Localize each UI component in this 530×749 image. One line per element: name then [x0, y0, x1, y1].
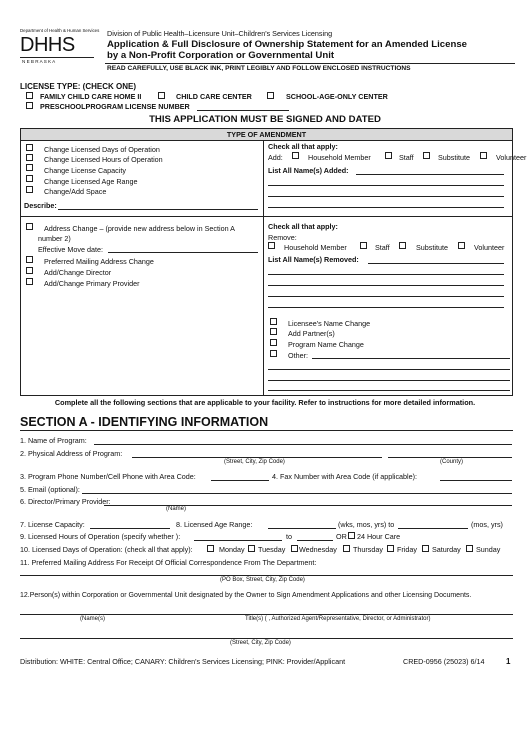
- section-a-rule: [20, 430, 513, 431]
- q12-address-line[interactable]: [20, 638, 513, 639]
- amend-checkbox-hours[interactable]: [26, 154, 33, 161]
- remove-option-volunteer: Volunteer: [474, 243, 505, 252]
- license-checkbox-center[interactable]: [158, 92, 165, 99]
- day-checkbox-monday[interactable]: [207, 545, 214, 552]
- remove-checkbox-volunteer[interactable]: [458, 242, 465, 249]
- add-checkbox-staff[interactable]: [385, 152, 392, 159]
- q8-end: (mos, yrs): [471, 520, 503, 529]
- removed-line-3[interactable]: [268, 285, 504, 286]
- address-change-line-2: number 2): [38, 234, 71, 243]
- distribution-note: Distribution: WHITE: Central Office; CANARY: Children's Services Licensing; PINK: Provider/Applicant: [20, 657, 346, 666]
- remove-option-substitute: Substitute: [416, 243, 448, 252]
- q9-or: OR: [336, 532, 347, 541]
- q7-line[interactable]: [90, 528, 170, 529]
- remove-option-staff: Staff: [375, 243, 390, 252]
- removed-line-5[interactable]: [268, 307, 504, 308]
- logo-rule: [20, 57, 94, 58]
- q8-mid: (wks, mos, yrs) to: [338, 520, 395, 529]
- removed-line-4[interactable]: [268, 296, 504, 297]
- removed-line-2[interactable]: [268, 274, 504, 275]
- amend-checkbox-provider[interactable]: [26, 278, 33, 285]
- remove-checkbox-staff[interactable]: [360, 242, 367, 249]
- q2-address-line[interactable]: [132, 457, 382, 458]
- form-number: CRED-0956 (25023) 6/14: [403, 657, 485, 666]
- q9-from-line[interactable]: [194, 540, 282, 541]
- remove-label: Remove:: [268, 233, 297, 242]
- header-rule: [105, 63, 515, 64]
- amend-option-provider: Add/Change Primary Provider: [44, 279, 140, 288]
- day-checkbox-saturday[interactable]: [422, 545, 429, 552]
- amend-option-program-name: Program Name Change: [288, 340, 364, 349]
- added-line-4[interactable]: [268, 207, 504, 208]
- q10-label: 10. Licensed Days of Operation: (check all that apply):: [20, 545, 193, 554]
- remove-checkbox-substitute[interactable]: [399, 242, 406, 249]
- add-label: Add:: [268, 153, 283, 162]
- amend-checkbox-licensee-name[interactable]: [270, 318, 277, 325]
- day-label-thursday: Thursday: [353, 545, 383, 554]
- removed-line-1[interactable]: [368, 263, 504, 264]
- list-added-label: List All Name(s) Added:: [268, 166, 349, 175]
- day-checkbox-friday[interactable]: [387, 545, 394, 552]
- q3-label: 3. Program Phone Number/Cell Phone with Area Code:: [20, 472, 196, 481]
- add-option-substitute: Substitute: [438, 153, 470, 162]
- describe-line-1[interactable]: [58, 209, 258, 210]
- license-checkbox-school-age[interactable]: [267, 92, 274, 99]
- q3-line[interactable]: [211, 480, 269, 481]
- day-label-friday: Friday: [397, 545, 417, 554]
- amend-option-capacity: Change License Capacity: [44, 166, 126, 175]
- logo-mark: DHHS: [20, 34, 75, 56]
- add-checkbox-household[interactable]: [292, 152, 299, 159]
- remove-option-household: Household Member: [284, 243, 347, 252]
- address-change-line-1: Address Change – (provide new address below in Section A: [44, 224, 235, 233]
- day-label-tuesday: Tuesday: [258, 545, 286, 554]
- q2-county-caption: (County): [440, 459, 464, 465]
- add-option-staff: Staff: [399, 153, 414, 162]
- q5-label: 5. Email (optional):: [20, 485, 80, 494]
- amend-right-separator: [263, 216, 512, 217]
- other-line-1[interactable]: [312, 358, 510, 359]
- effective-move-label: Effective Move date:: [38, 245, 103, 254]
- day-checkbox-thursday[interactable]: [343, 545, 350, 552]
- q8-from-line[interactable]: [268, 528, 336, 529]
- amend-checkbox-age-range[interactable]: [26, 175, 33, 182]
- amend-checkbox-mailing[interactable]: [26, 256, 33, 263]
- q12-names-line[interactable]: [20, 614, 513, 615]
- q11-caption: (PO Box, Street, City, Zip Code): [220, 577, 305, 583]
- add-option-household: Household Member: [308, 153, 371, 162]
- q5-line[interactable]: [82, 493, 512, 494]
- list-removed-label: List All Name(s) Removed:: [268, 255, 359, 264]
- q1-line[interactable]: [94, 444, 512, 445]
- complete-note: Complete all the following sections that are applicable to your facility. Refer to instructions for more detailed information.: [54, 398, 476, 407]
- other-line-4[interactable]: [268, 390, 510, 391]
- license-checkbox-preschool[interactable]: [26, 102, 33, 109]
- signature-notice: THIS APPLICATION MUST BE SIGNED AND DATED: [149, 114, 381, 125]
- amend-checkbox-director[interactable]: [26, 267, 33, 274]
- other-line-2[interactable]: [268, 369, 510, 370]
- license-type-heading: LICENSE TYPE: (CHECK ONE): [20, 82, 137, 91]
- q9-to: to: [286, 532, 292, 541]
- remove-checkbox-household[interactable]: [268, 242, 275, 249]
- dhhs-logo: [18, 28, 100, 68]
- day-label-saturday: Saturday: [432, 545, 461, 554]
- amend-option-hours: Change Licensed Hours of Operation: [44, 155, 163, 164]
- q12-address-caption: (Street, City, Zip Code): [230, 640, 291, 646]
- q4-line[interactable]: [440, 480, 512, 481]
- form-title-line-2: by a Non-Profit Corporation or Governmental Unit: [107, 50, 335, 61]
- amend-option-space: Change/Add Space: [44, 187, 107, 196]
- division-line: Division of Public Health–Licensure Unit–Children's Services Licensing: [107, 29, 333, 38]
- q9-to-line[interactable]: [297, 540, 333, 541]
- day-checkbox-tuesday[interactable]: [248, 545, 255, 552]
- q6-caption: (Name): [166, 506, 187, 512]
- q2-label: 2. Physical Address of Program:: [20, 449, 123, 458]
- amend-option-days: Change Licensed Days of Operation: [44, 145, 160, 154]
- effective-move-line[interactable]: [108, 252, 258, 253]
- q12-label: 12.Person(s) within Corporation or Governmental Unit designated by the Owner to Sign Amendment Applications and other Licensing Documents.: [20, 592, 472, 599]
- q2-county-line[interactable]: [388, 457, 512, 458]
- amendment-heading: TYPE OF AMENDMENT: [226, 130, 307, 139]
- logo-state: N E B R A S K A: [22, 59, 56, 64]
- amend-option-partner: Add Partner(s): [288, 329, 335, 338]
- amend-checkbox-partner[interactable]: [270, 328, 277, 335]
- page-number: 1: [506, 657, 511, 666]
- q8-to-line[interactable]: [398, 528, 468, 529]
- license-option-school-age: SCHOOL-AGE-ONLY CENTER: [286, 92, 388, 101]
- license-option-preschool: PRESCHOOLPROGRAM LICENSE NUMBER: [40, 102, 190, 111]
- q12-names-caption: (Name(s): [80, 616, 105, 622]
- amend-checkbox-other[interactable]: [270, 350, 277, 357]
- day-label-monday: Monday: [219, 545, 245, 554]
- add-checkbox-volunteer[interactable]: [480, 152, 487, 159]
- q9-24-hour-checkbox[interactable]: [348, 532, 355, 539]
- day-checkbox-sunday[interactable]: [466, 545, 473, 552]
- added-line-2[interactable]: [268, 185, 504, 186]
- license-option-fcch: FAMILY CHILD CARE HOME II: [40, 92, 142, 101]
- amend-option-licensee-name: Licensee's Name Change: [288, 319, 371, 328]
- amend-checkbox-address[interactable]: [26, 223, 33, 230]
- amend-checkbox-program-name[interactable]: [270, 339, 277, 346]
- amend-option-director: Add/Change Director: [44, 268, 112, 277]
- q6-label: 6. Director/Primary Provider:: [20, 497, 111, 506]
- check-all-remove-label: Check all that apply:: [268, 222, 338, 231]
- logo-small-text: Department of Health & Human Services: [20, 28, 100, 33]
- q11-label: 11. Preferred Mailing Address For Receipt Of Official Correspondence From The Department:: [20, 558, 317, 567]
- amendment-divider: [263, 140, 264, 396]
- q1-label: 1. Name of Program:: [20, 436, 87, 445]
- added-line-1[interactable]: [356, 174, 504, 175]
- added-line-3[interactable]: [268, 196, 504, 197]
- q12-titles-caption: Title(s) ( , Authorized Agent/Representative, Director, or Administrator): [245, 616, 431, 622]
- q9-label: 9. Licensed Hours of Operation (specify whether ):: [20, 532, 181, 541]
- check-all-add-label: Check all that apply:: [268, 142, 338, 151]
- license-checkbox-fcch[interactable]: [26, 92, 33, 99]
- instructions-line: READ CAREFULLY, USE BLACK INK, PRINT LEGIBLY AND FOLLOW ENCLOSED INSTRUCTIONS: [107, 65, 411, 72]
- q2-address-caption: (Street, City, Zip Code): [224, 459, 285, 465]
- amend-checkbox-days[interactable]: [26, 144, 33, 151]
- amend-option-mailing: Preferred Mailing Address Change: [44, 257, 154, 266]
- describe-label: Describe:: [24, 201, 57, 210]
- license-number-line[interactable]: [197, 110, 289, 111]
- amend-option-other: Other:: [288, 351, 308, 360]
- q9-24-hour-label: 24 Hour Care: [357, 532, 401, 541]
- amend-checkbox-space[interactable]: [26, 186, 33, 193]
- other-line-3[interactable]: [268, 380, 510, 381]
- add-checkbox-substitute[interactable]: [423, 152, 430, 159]
- form-title-line-1: Application & Full Disclosure of Ownership Statement for an Amended License: [107, 39, 467, 50]
- day-label-sunday: Sunday: [476, 545, 501, 554]
- amend-checkbox-capacity[interactable]: [26, 164, 33, 171]
- q11-line[interactable]: [20, 575, 513, 576]
- day-checkbox-wednesday[interactable]: [291, 545, 298, 552]
- q4-label: 4. Fax Number with Area Code (if applicable):: [272, 472, 418, 481]
- day-label-wednesday: Wednesday: [299, 545, 337, 554]
- q7-label: 7. License Capacity:: [20, 520, 85, 529]
- add-option-volunteer: Volunteer: [496, 153, 527, 162]
- license-option-center: CHILD CARE CENTER: [176, 92, 252, 101]
- q8-label: 8. Licensed Age Range:: [176, 520, 253, 529]
- amend-option-age-range: Change Licensed Age Range: [44, 177, 138, 186]
- amend-left-separator: [21, 216, 263, 217]
- section-a-title: SECTION A - IDENTIFYING INFORMATION: [20, 415, 269, 429]
